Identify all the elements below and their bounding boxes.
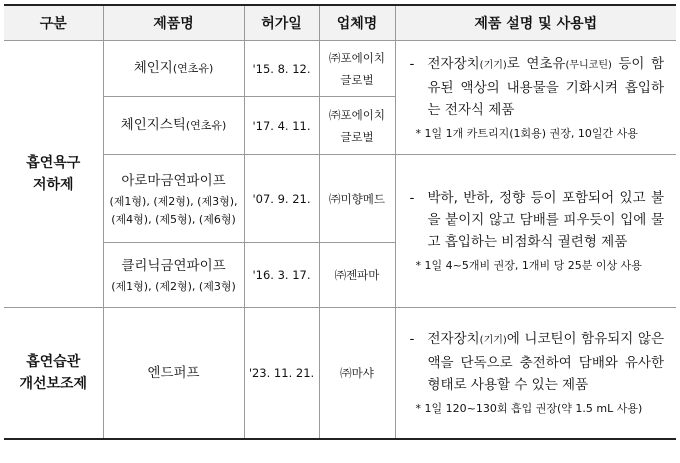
category-cell	[4, 41, 103, 308]
header-company: 업체명	[319, 5, 395, 41]
category-label-line1: 흡연욕구	[26, 155, 81, 171]
product-name-cell	[103, 155, 244, 243]
product-variant-line2: (제4형), (제5형), (제6형)	[111, 212, 236, 226]
product-name: 체인지	[133, 60, 173, 76]
company-name-line1: ㈜포에이치	[329, 50, 385, 65]
product-name-cell	[103, 243, 244, 308]
category-cell	[4, 308, 103, 439]
table-row	[4, 155, 676, 243]
usage-note: * 1일 120~130회 흡입 권장(약 1.5 mL 사용)	[415, 401, 643, 415]
company-name: ㈜미향메드	[319, 155, 395, 243]
company-name: ㈜젠파마	[319, 243, 395, 308]
description-cell	[395, 41, 676, 155]
approval-date: '16. 3. 17.	[244, 243, 319, 308]
approval-date: '17. 4. 11.	[244, 97, 319, 155]
product-variant-line1: (제1형), (제2형), (제3형),	[109, 194, 238, 208]
description-part-small: (무니코틴)	[565, 59, 612, 71]
description-cell	[395, 308, 676, 439]
company-cell	[319, 41, 395, 97]
company-cell	[319, 97, 395, 155]
company-name-line2: 글로벌	[340, 72, 374, 87]
header-description: 제품 설명 및 사용법	[395, 5, 676, 41]
usage-note: * 1일 1개 카트리지(1회용) 권장, 10일간 사용	[415, 126, 638, 140]
header-approval-date: 허가일	[244, 5, 319, 41]
category-label-line2: 개선보조제	[19, 375, 88, 392]
product-name: 체인지스틱	[120, 117, 186, 133]
description-part: 등이 함유된 액상의 내용물을 기화시켜 흡입하는 전자식 제품	[427, 55, 664, 118]
approval-date: '15. 8. 12.	[244, 41, 319, 97]
table-row	[4, 41, 676, 97]
description-part: 에 니코틴이 함유되지 않은 액을 단독으로 충전하여 담배와 유사한 형태로 사용할 수 있는 제품	[427, 330, 664, 393]
product-name-paren: (연초유)	[172, 62, 214, 75]
header-product-name: 제품명	[103, 5, 244, 41]
description-part: 전자장치	[427, 330, 480, 347]
category-label-line2: 저하제	[32, 177, 74, 193]
product-name-cell	[103, 41, 244, 97]
approval-date: '23. 11. 21.	[244, 308, 319, 439]
description-part-small: (기기)	[479, 59, 507, 71]
product-table	[4, 4, 676, 440]
product-name-cell	[103, 97, 244, 155]
description-text	[410, 328, 665, 396]
product-variant-line1: (제1형), (제2형), (제3형)	[111, 280, 236, 293]
dash-bullet: -	[409, 55, 415, 72]
description-text	[410, 53, 665, 121]
product-name: 클리닉금연파이프	[121, 258, 226, 274]
product-name: 아로마금연파이프	[121, 172, 226, 189]
approval-date: '07. 9. 21.	[244, 155, 319, 243]
table-row	[4, 308, 676, 439]
usage-note: * 1일 4~5개비 권장, 1개비 당 25분 이상 사용	[415, 259, 642, 272]
description-part: 전자장치	[427, 55, 480, 72]
company-name-line2: 글로벌	[340, 129, 374, 144]
product-name: 엔드퍼프	[103, 308, 244, 439]
description-text	[410, 187, 665, 253]
dash-bullet: -	[409, 330, 415, 347]
dash-bullet: -	[409, 190, 415, 206]
header-row	[4, 5, 676, 41]
company-name-line1: ㈜포에이치	[329, 107, 385, 122]
description-cell	[395, 155, 676, 308]
header-category: 구분	[4, 5, 103, 41]
company-name: ㈜마샤	[319, 308, 395, 439]
description-part-small: (기기)	[479, 334, 507, 346]
category-label-line1: 흡연습관	[26, 353, 81, 370]
description-part: 박하, 반하, 정향 등이 포함되어 있고 불을 붙이지 않고 담배를 피우듯이 입에 물고 흡입하는 비점화식 궐련형 제품	[427, 190, 664, 250]
description-part: 로 연초유	[506, 55, 566, 72]
product-name-paren: (연초유)	[185, 119, 227, 132]
